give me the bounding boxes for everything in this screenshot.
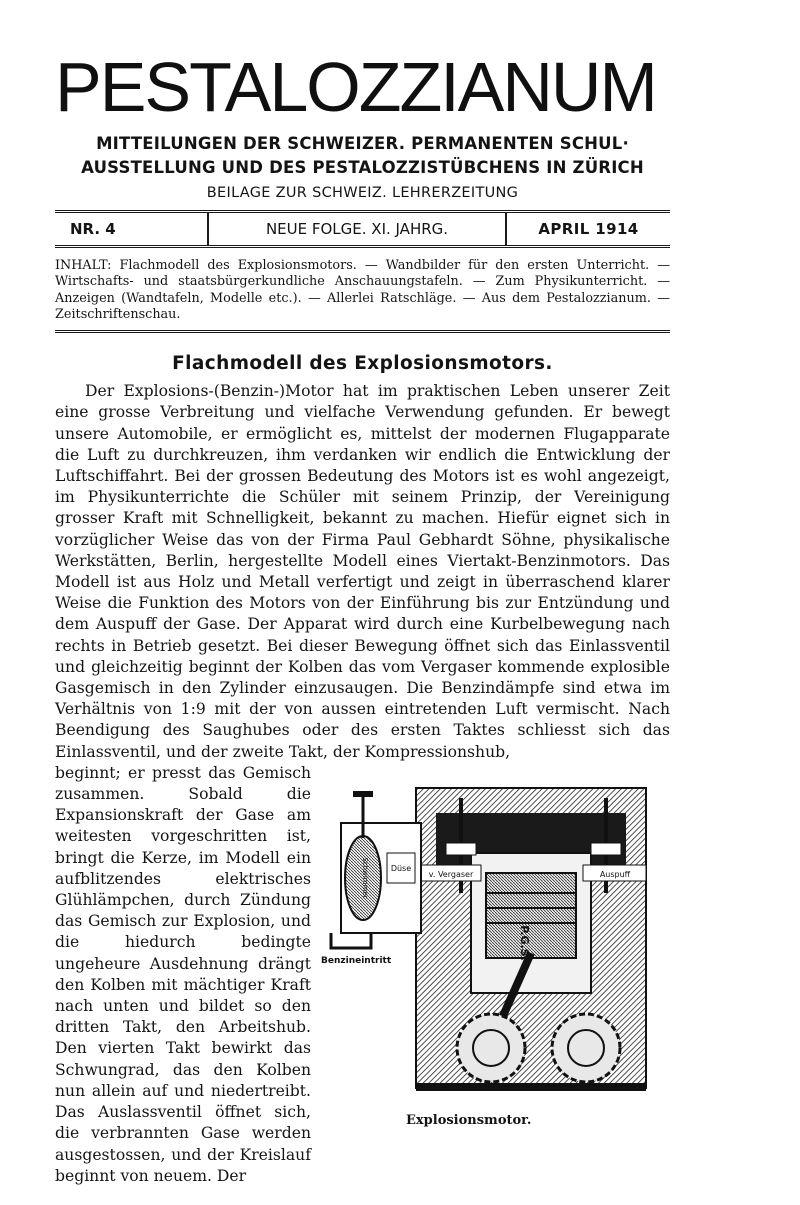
figure [311, 763, 670, 1187]
subtitle-line-1: MITTEILUNGEN DER SCHWEIZER. PERMANENTEN SCHUL· [96, 134, 629, 153]
contents-label: INHALT: [55, 258, 112, 273]
contents-text: Flachmodell des Explosionsmotors. — Wandbilder für den ersten Unterricht. — Wirtschafts- und staatsbürgerkundliche Anschauungstafeln. — Zum Physikunterricht. — Anzeigen (Wandtafeln, Modelle etc.). — Allerlei Ratschläge. — Aus dem Pestalozzianum. — Zeitschriftenschau. [55, 258, 670, 322]
masthead-subtitle [55, 132, 670, 180]
left-gear-shape [457, 1014, 525, 1082]
table-of-contents [55, 258, 670, 333]
subtitle-line-2: AUSSTELLUNG UND DES PESTALOZZISTÜBCHENS IN ZÜRICH [81, 158, 644, 177]
from-carburetor-label: v. Vergaser [428, 869, 474, 879]
tank-label: Schwimmer [361, 857, 369, 899]
right-gear-shape [552, 1014, 620, 1082]
exhaust-label: Auspuff [599, 869, 631, 879]
masthead-title: PESTALOZZIANUM [55, 48, 656, 126]
issue-bar [55, 210, 670, 248]
issue-series: NEUE FOLGE. XI. JAHRG. [207, 213, 507, 245]
article-title: Flachmodell des Explosionsmotors. [172, 353, 553, 375]
article-lower-section [55, 763, 670, 1187]
nozzle-label: Düse [390, 863, 412, 873]
fuel-inlet-label: Benzineintritt [321, 955, 392, 966]
piston-label: P.G.S. [518, 925, 531, 961]
figure-caption: Explosionsmotor. [406, 1112, 532, 1128]
document-page [55, 0, 670, 1205]
issue-number: NR. 4 [70, 220, 116, 238]
issue-date: APRIL 1914 [538, 220, 639, 238]
article-column-text: beginnt; er presst das Gemisch zusammen. Sobald die Expansionskraft der Gase am weitesten vorgeschritten ist, bringt die Kerze, im Modell ein aufblitzendes elektrisches Glühlämpchen, durch Zündung das Gemisch zur Explosion, und die hiedurch bedingte ungeheure Ausdehnung drängt den Kolben mit mächtiger Kraft nach unten und bildet so den dritten Takt, den Arbeitshub. Den vierten Takt bewirkt das Schwungrad, das den Kolben nun allein auf und niedertreibt. Das Auslassventil öffnet sich, die verbrannten Gase werden ausgestossen, und der Kreislauf beginnt von neuem. Der [55, 763, 311, 1185]
article-paragraph: Der Explosions-(Benzin-)Motor hat im praktischen Leben unserer Zeit eine grosse Verbreitung und vielfache Verwendung gefunden. Er bewegt unsere Automobile, er ermöglicht es, mittelst der modernen Flugapparate die Luft zu durchkreuzen, ihm verdanken wir endlich die Entwicklung der Luftschiffahrt. Bei der grossen Bedeutung des Motors ist es wohl angezeigt, im Physikunterrichte die Schüler mit seinem Prinzip, der Vereinigung grosser Kraft mit Schnelligkeit, bekannt zu machen. Hiefür eignet sich in vorzüglicher Weise das von der Firma Paul Gebhardt Söhne, physikalische Werkstätten, Berlin, hergestellte Modell eines Viertakt-Benzinmotors. Das Modell ist aus Holz und Metall verfertigt und zeigt in überraschend klarer Weise die Funktion des Motors von der Einführung bis zur Entzündung und dem Auspuff der Gase. Der Apparat wird durch eine Kurbelbewegung nach rechts in Betrieb gesetzt. Bei dieser Bewegung öffnet sich das Einlassventil und gleichzeitig beginnt der Kolben das vom Vergaser kommende explosible Gasgemisch in den Zylinder einzusaugen. Die Benzindämpfe sind etwa im Verhältnis von 1:9 mit der von aussen eintretenden Luft vermischt. Nach Beendigung des Saughubes oder des ersten Taktes schliesst sich das Einlassventil, und der zweite Takt, der Kompressionshub, [55, 382, 670, 761]
engine-illustration [321, 783, 651, 1103]
supplement-note: BEILAGE ZUR SCHWEIZ. LEHRERZEITUNG [206, 185, 519, 201]
